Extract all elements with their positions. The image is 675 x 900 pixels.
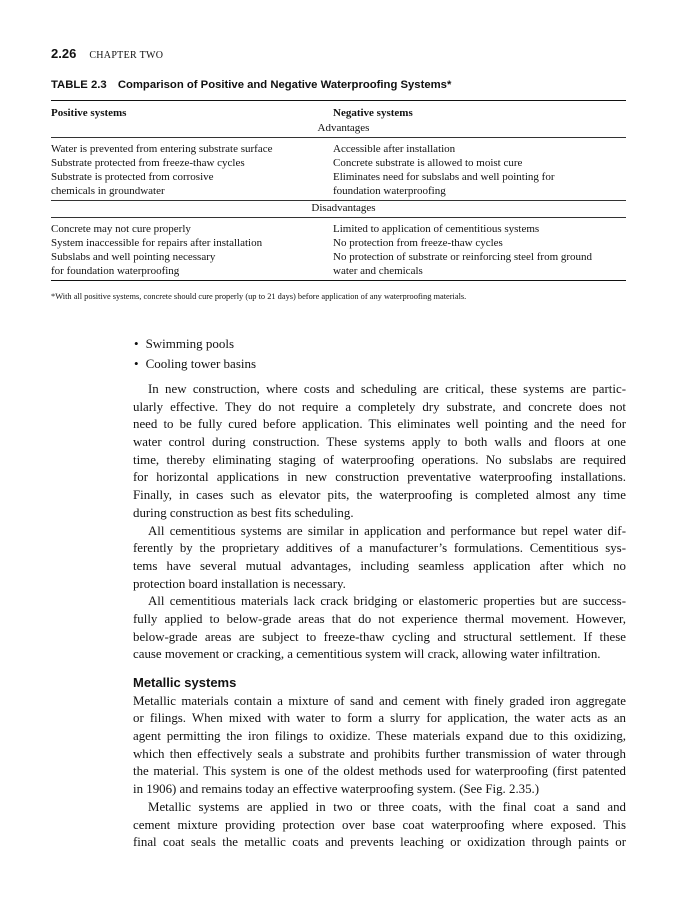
table-number: TABLE 2.3	[51, 79, 107, 91]
text-line: need to be fully cured before application. This eliminates well pointing and the need for	[133, 417, 626, 432]
text-line: ularly effective. They do not require a completely dry substrate, and concrete does not	[133, 399, 626, 414]
table-cell-line: No protection from freeze-thaw cycles	[333, 237, 503, 249]
text-line: Finally, in cases such as elevator pits, the waterproofing is completed almost any time	[133, 488, 626, 503]
disadvantages-rows	[51, 218, 626, 280]
text-line: cement mixture providing protection over base coat waterproofing where exposed. This	[133, 817, 626, 832]
disadvantages-label: Disadvantages	[311, 202, 376, 214]
section-heading: Metallic systems	[133, 675, 237, 690]
table-cell-line: Subslabs and well pointing necessary	[51, 251, 216, 263]
table-cell-line: System inaccessible for repairs after installation	[51, 237, 263, 249]
negative-advantages	[333, 142, 626, 200]
page-number: 2.26	[51, 46, 77, 61]
text-line: tems have several mutual advantages, including seamless application after which no	[133, 558, 626, 573]
text-line: ferently by the proprietary additives of a manufacturer’s formulations. Cementitious sys-	[133, 541, 626, 556]
cementitious-paragraphs	[133, 381, 626, 664]
bullet-icon: •	[134, 356, 139, 371]
table-cell-line: Concrete substrate is allowed to moist cure	[333, 157, 523, 169]
table-cell-line: No protection of substrate or reinforcing steel from ground	[333, 251, 593, 263]
text-line: during construction as best fits scheduling.	[133, 505, 354, 520]
text-line: All cementitious systems are similar in application and performance but repel water dif-	[148, 523, 626, 538]
bullet-list	[134, 334, 256, 374]
positive-disadvantages	[51, 222, 333, 280]
text-line: in 1906) and remains today an effective waterproofing system. (See Fig. 2.35.)	[133, 782, 540, 797]
list-item	[134, 334, 256, 354]
text-line: Metallic systems are applied in two or three coats, with the final coat a sand and	[148, 799, 626, 814]
negative-systems-header: Negative systems	[333, 107, 413, 119]
table-cell-line: Substrate is protected from corrosive	[51, 171, 214, 183]
table-header-row	[51, 101, 626, 121]
text-line: which then effectively seals a substrate and prohibits further transmission of water through	[133, 746, 626, 761]
text-line: Metallic materials contain a mixture of sand and cement with finely graded iron aggregate	[133, 693, 626, 708]
text-line: All cementitious materials lack crack bridging or elastomeric properties but are success-	[148, 594, 626, 609]
text-line: water control during construction. These systems apply to both walls and floors at one	[133, 435, 626, 450]
text-line: or filings. When mixed with water to form a slurry for application, the water acts as an	[133, 711, 626, 726]
text-line: protection board installation is necessary.	[133, 576, 346, 591]
table-cell-line: chemicals in groundwater	[51, 185, 165, 197]
advantages-rows	[51, 138, 626, 200]
table-cell-line: Substrate protected from freeze-thaw cycles	[51, 157, 245, 169]
list-item-text: Cooling tower basins	[145, 356, 257, 371]
table-footnote: *With all positive systems, concrete should cure properly (up to 21 days) before application of any waterproofing materials.	[51, 292, 467, 301]
table-cell-line: water and chemicals	[333, 265, 423, 277]
positive-advantages	[51, 142, 333, 200]
table-bottom-rule	[51, 280, 626, 281]
running-header	[51, 46, 163, 62]
table-title: Comparison of Positive and Negative Waterproofing Systems*	[117, 79, 452, 91]
table-caption	[51, 79, 451, 91]
list-item-text: Swimming pools	[145, 336, 235, 351]
table-cell-line: Concrete may not cure properly	[51, 223, 191, 235]
text-line: the material. This system is one of the oldest methods used for waterproofing (first patented	[133, 764, 626, 779]
bullet-icon: •	[134, 336, 139, 351]
table-cell-line: Limited to application of cementitious systems	[333, 223, 540, 235]
body-text	[133, 381, 626, 852]
advantages-label: Advantages	[317, 122, 370, 134]
negative-disadvantages	[333, 222, 626, 280]
text-line: below-grade areas are subject to freeze-thaw cycling and structural settlement. If these	[133, 629, 626, 644]
positive-systems-header: Positive systems	[51, 107, 127, 119]
table-cell-line: foundation waterproofing	[333, 185, 446, 197]
text-line: time, thereby eliminating staging of waterproofing operations. No subslabs are required	[133, 452, 626, 467]
comparison-table	[51, 100, 626, 281]
table-cell-line: Water is prevented from entering substrate surface	[51, 143, 273, 155]
text-line: fully applied to below-grade areas that do not experience thermal movement. However,	[133, 611, 626, 626]
table-cell-line: for foundation waterproofing	[51, 265, 180, 277]
text-line: In new construction, where costs and scheduling are critical, these systems are partic-	[148, 382, 626, 396]
list-item	[134, 354, 256, 374]
table-cell-line: Accessible after installation	[333, 143, 456, 155]
text-line: final coat seals the metallic coats and prevents leaching or oxidization through paints or	[133, 835, 626, 850]
metallic-paragraphs	[133, 693, 626, 852]
text-line: for horizontal applications in new construction preventative waterproofing installations.	[133, 470, 626, 485]
text-line: cause movement or cracking, a cementitious system will crack, allowing water infiltration.	[133, 647, 601, 662]
text-line: agent permitting the iron filings to oxidize. These materials expand due to this oxidizing,	[133, 729, 626, 744]
table-cell-line: Eliminates need for subslabs and well pointing for	[333, 171, 555, 183]
chapter-label: CHAPTER TWO	[89, 50, 164, 61]
